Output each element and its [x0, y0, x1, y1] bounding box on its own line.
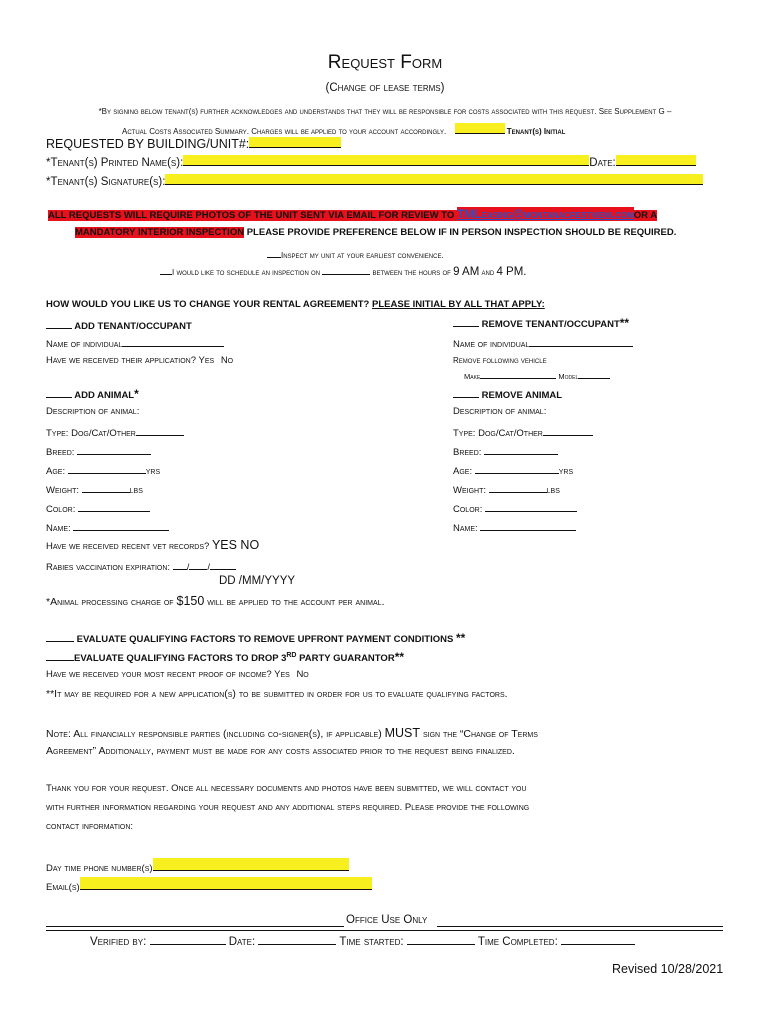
inspection-option-2	[160, 264, 526, 278]
add-animal-initial-field[interactable]	[46, 387, 72, 398]
qualifying-note: **It may be required for a new application(s) to be submitted in order for us to evaluate qualifying factors.	[46, 688, 508, 700]
acknowledgement-text: Actual Costs Associated Summary. Charges will be applied to your account accordingly.	[122, 127, 447, 136]
rabies-year-field[interactable]	[210, 559, 236, 570]
add-animal-yrs: yrs	[145, 466, 161, 477]
photo-notice-or: OR A	[633, 210, 658, 221]
note-text-end: sign the “Change of Terms	[422, 728, 538, 740]
note-text-start: Note: All financially responsible parties (including co-signer(s), if applicable)	[46, 728, 382, 740]
verified-by-field[interactable]	[150, 934, 226, 945]
remove-animal-weight-row	[453, 482, 560, 496]
add-animal-color-row	[46, 501, 150, 515]
note-must: MUST	[384, 726, 421, 740]
remove-animal-lbs: lbs	[546, 485, 560, 496]
remove-tenant-initial-field[interactable]	[453, 316, 479, 327]
remove-animal-type-label: Type: Dog/Cat/Other	[453, 428, 543, 439]
add-animal-heading-row	[46, 387, 139, 401]
office-date-field[interactable]	[258, 934, 336, 945]
remove-animal-breed-label: Breed:	[453, 447, 482, 458]
rabies-month-field[interactable]	[189, 559, 207, 570]
add-animal-type-label: Type: Dog/Cat/Other	[46, 428, 136, 439]
vet-records-yes-no: YES NO	[211, 538, 260, 552]
office-date-label: Date:	[228, 936, 256, 948]
upfront-payment-mark: **	[455, 631, 466, 645]
photo-notice-text: ALL REQUESTS WILL REQUIRE PHOTOS OF THE UNIT SENT VIA EMAIL FOR REVIEW TO	[48, 210, 455, 221]
remove-animal-type-row	[453, 425, 593, 439]
animal-charge-amount: $150	[176, 594, 205, 608]
signatures-row	[46, 174, 703, 188]
qualifying-item-1-row	[46, 631, 465, 645]
add-tenant-application-row	[46, 355, 233, 366]
add-animal-weight-field[interactable]	[82, 482, 130, 493]
building-unit-field[interactable]	[249, 137, 341, 148]
remove-tenant-mark: **	[619, 316, 630, 330]
remove-animal-name-label: Name:	[453, 523, 478, 534]
remove-tenant-name-row	[453, 336, 633, 350]
verified-by-label: Verified by:	[90, 936, 147, 948]
remove-tenant-name-label: Name of individual	[453, 339, 530, 350]
remove-animal-type-field[interactable]	[543, 425, 593, 436]
remove-animal-name-field[interactable]	[480, 520, 576, 531]
add-tenant-name-field[interactable]	[122, 336, 224, 347]
vet-records-question: Have we received recent vet records?	[46, 541, 210, 552]
vehicle-make-model-row	[464, 371, 610, 381]
vehicle-make-label: Make	[464, 372, 481, 381]
upfront-payment-label: EVALUATE QUALIFYING FACTORS TO REMOVE UPFRONT PAYMENT CONDITIONS	[76, 634, 454, 645]
income-proof-row	[46, 669, 309, 680]
vehicle-model-field[interactable]	[578, 371, 610, 379]
inspect-earliest-label: Inspect my unit at your earliest convenience.	[281, 251, 444, 260]
add-animal-color-label: Color:	[46, 504, 76, 515]
acknowledgement-line-1: *By signing below tenant(s) further acknowledges and understands that they will be responsible for costs associated with this request. See Supplement G –	[98, 107, 672, 116]
remove-animal-color-label: Color:	[453, 504, 483, 515]
vehicle-make-field[interactable]	[480, 371, 556, 379]
phone-row	[46, 858, 349, 874]
add-animal-mark: *	[134, 387, 139, 401]
inspection-option-1	[267, 247, 444, 260]
income-proof-question: Have we received your most recent proof of income? Yes	[46, 669, 290, 680]
guarantor-mark: **	[394, 650, 405, 664]
time-started-field[interactable]	[407, 934, 475, 945]
animal-charge-text: will be applied to the account per animal.	[207, 596, 385, 608]
add-animal-age-label: Age:	[46, 466, 66, 477]
add-tenant-name-row	[46, 336, 224, 350]
remove-animal-age-row	[453, 463, 573, 477]
add-tenant-initial-field[interactable]	[46, 318, 72, 329]
remove-animal-breed-field[interactable]	[484, 444, 558, 455]
remove-animal-description: Description of animal:	[453, 406, 547, 417]
office-rule-bottom	[46, 930, 723, 931]
add-animal-age-field[interactable]	[68, 463, 146, 474]
vet-records-row	[46, 538, 259, 552]
rabies-row: Rabies vaccination expiration: / /	[46, 559, 236, 573]
inspection-notice-text: MANDATORY INTERIOR INSPECTION	[75, 227, 245, 238]
thanks-line-3: contact information:	[46, 821, 134, 832]
rabies-day-field[interactable]	[173, 559, 187, 570]
time-completed-label: Time Completed:	[477, 936, 558, 948]
add-animal-type-row	[46, 425, 184, 439]
add-animal-name-label: Name:	[46, 523, 71, 534]
office-rule-right	[437, 926, 723, 927]
date-field[interactable]	[616, 155, 696, 166]
guarantor-superscript: RD	[286, 651, 297, 659]
email-field[interactable]	[80, 877, 372, 890]
tenant-initial-label: Tenant(s) Initial	[506, 127, 566, 136]
add-animal-name-row	[46, 520, 169, 534]
requested-by-label: REQUESTED BY BUILDING/UNIT#:	[46, 137, 250, 151]
change-question: HOW WOULD YOU LIKE US TO CHANGE YOUR RENTAL AGREEMENT?	[46, 299, 370, 310]
office-fields-row	[90, 934, 635, 948]
time-started-label: Time started:	[339, 936, 404, 948]
qualifying-item-2-row	[46, 650, 404, 664]
requested-by-row	[46, 137, 341, 151]
remove-animal-name-row	[453, 520, 576, 534]
add-animal-color-field[interactable]	[78, 501, 150, 512]
remove-animal-age-field[interactable]	[475, 463, 559, 474]
add-animal-type-field[interactable]	[136, 425, 184, 436]
phone-field[interactable]	[153, 858, 349, 871]
add-animal-breed-row	[46, 444, 151, 458]
animal-charge-label: *Animal processing charge of	[46, 596, 174, 608]
inspect-earliest-initial-field[interactable]	[267, 247, 281, 258]
add-tenant-name-label: Name of individual	[46, 339, 123, 350]
remove-tenant-heading-row	[453, 316, 629, 330]
tenant-initial-field[interactable]	[455, 123, 505, 134]
schedule-inspection-label: I would like to schedule an inspection on	[172, 268, 321, 277]
signatures-label: *Tenant(s) Signature(s):	[46, 176, 166, 188]
add-animal-breed-field[interactable]	[77, 444, 151, 455]
guarantor-label-end: PARTY GUARANTOR	[299, 653, 395, 664]
remove-animal-yrs: yrs	[558, 466, 574, 477]
inspection-and: and	[481, 268, 495, 277]
add-animal-description: Description of animal:	[46, 406, 140, 417]
remove-animal-heading-row	[453, 387, 562, 401]
inspection-end-hour: 4 PM.	[496, 266, 527, 278]
add-animal-name-field[interactable]	[73, 520, 169, 531]
remove-animal-weight-label: Weight:	[453, 485, 486, 496]
add-animal-weight-row	[46, 482, 143, 496]
rabies-label: Rabies vaccination expiration:	[46, 562, 171, 573]
preference-notice-text: PLEASE PROVIDE PREFERENCE BELOW IF IN PERSON INSPECTION SHOULD BE REQUIRED.	[246, 227, 677, 238]
note-line-2: Agreement” Additionally, payment must be made for any costs associated prior to the request being finalized.	[46, 745, 515, 757]
remove-animal-color-field[interactable]	[485, 501, 577, 512]
add-animal-breed-label: Breed:	[46, 447, 75, 458]
add-animal-weight-label: Weight:	[46, 485, 79, 496]
remove-tenant-heading: REMOVE TENANT/OCCUPANT	[481, 319, 620, 330]
photo-notice-line-1	[48, 207, 657, 221]
add-animal-lbs: lbs	[129, 485, 143, 496]
add-tenant-heading-row	[46, 318, 192, 332]
printed-names-label: *Tenant(s) Printed Name(s):	[46, 157, 184, 169]
thanks-line-1: Thank you for your request. Once all necessary documents and photos have been submitted, we will contact you	[46, 783, 527, 794]
inspection-date-field[interactable]	[322, 264, 370, 275]
initial-instruction: PLEASE INITIAL BY ALL THAT APPLY:	[372, 299, 545, 310]
time-completed-field[interactable]	[561, 934, 635, 945]
add-animal-heading: ADD ANIMAL	[74, 390, 135, 401]
animal-charge-row	[46, 594, 385, 608]
phone-label: Day time phone number(s)	[46, 863, 153, 874]
inspection-start-hour: 9 AM	[453, 266, 480, 278]
revised-date: Revised 10/28/2021	[612, 962, 724, 976]
photo-notice-line-2	[75, 227, 676, 238]
guarantor-initial-field[interactable]	[46, 650, 74, 661]
remove-tenant-name-field[interactable]	[529, 336, 633, 347]
acknowledgement-line-2	[122, 123, 565, 136]
remove-animal-initial-field[interactable]	[453, 387, 479, 398]
signatures-field[interactable]	[165, 174, 703, 185]
change-question-row	[46, 299, 545, 310]
remove-animal-color-row	[453, 501, 577, 515]
upfront-payment-initial-field[interactable]	[46, 631, 74, 642]
printed-names-row	[46, 155, 696, 169]
note-line-1	[46, 726, 538, 740]
add-animal-age-row	[46, 463, 160, 477]
add-tenant-heading: ADD TENANT/OCCUPANT	[74, 321, 192, 332]
application-no: No	[220, 355, 234, 366]
form-subtitle: (Change of lease terms)	[325, 82, 445, 94]
printed-names-field[interactable]	[183, 155, 589, 166]
remove-animal-weight-field[interactable]	[489, 482, 547, 493]
vehicle-model-label: Model	[558, 372, 579, 381]
inspection-hours-label: between the hours of	[372, 268, 451, 277]
email-row	[46, 877, 372, 893]
email-label: Email(s)	[46, 882, 80, 893]
office-use-title: Office Use Only	[346, 914, 428, 926]
form-title: Request Form	[327, 52, 443, 73]
thanks-line-2: with further information regarding your request and any additional steps required. Please provide the following	[46, 802, 530, 813]
leasing-email-link[interactable]: TMLeasing@montanacrestview.com	[456, 207, 634, 221]
remove-animal-age-label: Age:	[453, 466, 473, 477]
guarantor-label: EVALUATE QUALIFYING FACTORS TO DROP 3	[74, 653, 287, 664]
rabies-date-format: DD /MM/YYYY	[219, 575, 296, 587]
income-proof-no: No	[296, 669, 309, 680]
application-question: Have we received their application? Yes	[46, 355, 215, 366]
schedule-inspection-initial-field[interactable]	[160, 264, 172, 275]
office-rule-left	[46, 926, 344, 927]
date-label: Date:	[589, 157, 616, 169]
remove-animal-heading: REMOVE ANIMAL	[481, 390, 563, 401]
remove-vehicle-row: Remove following vehicle	[453, 356, 547, 365]
remove-animal-breed-row	[453, 444, 558, 458]
